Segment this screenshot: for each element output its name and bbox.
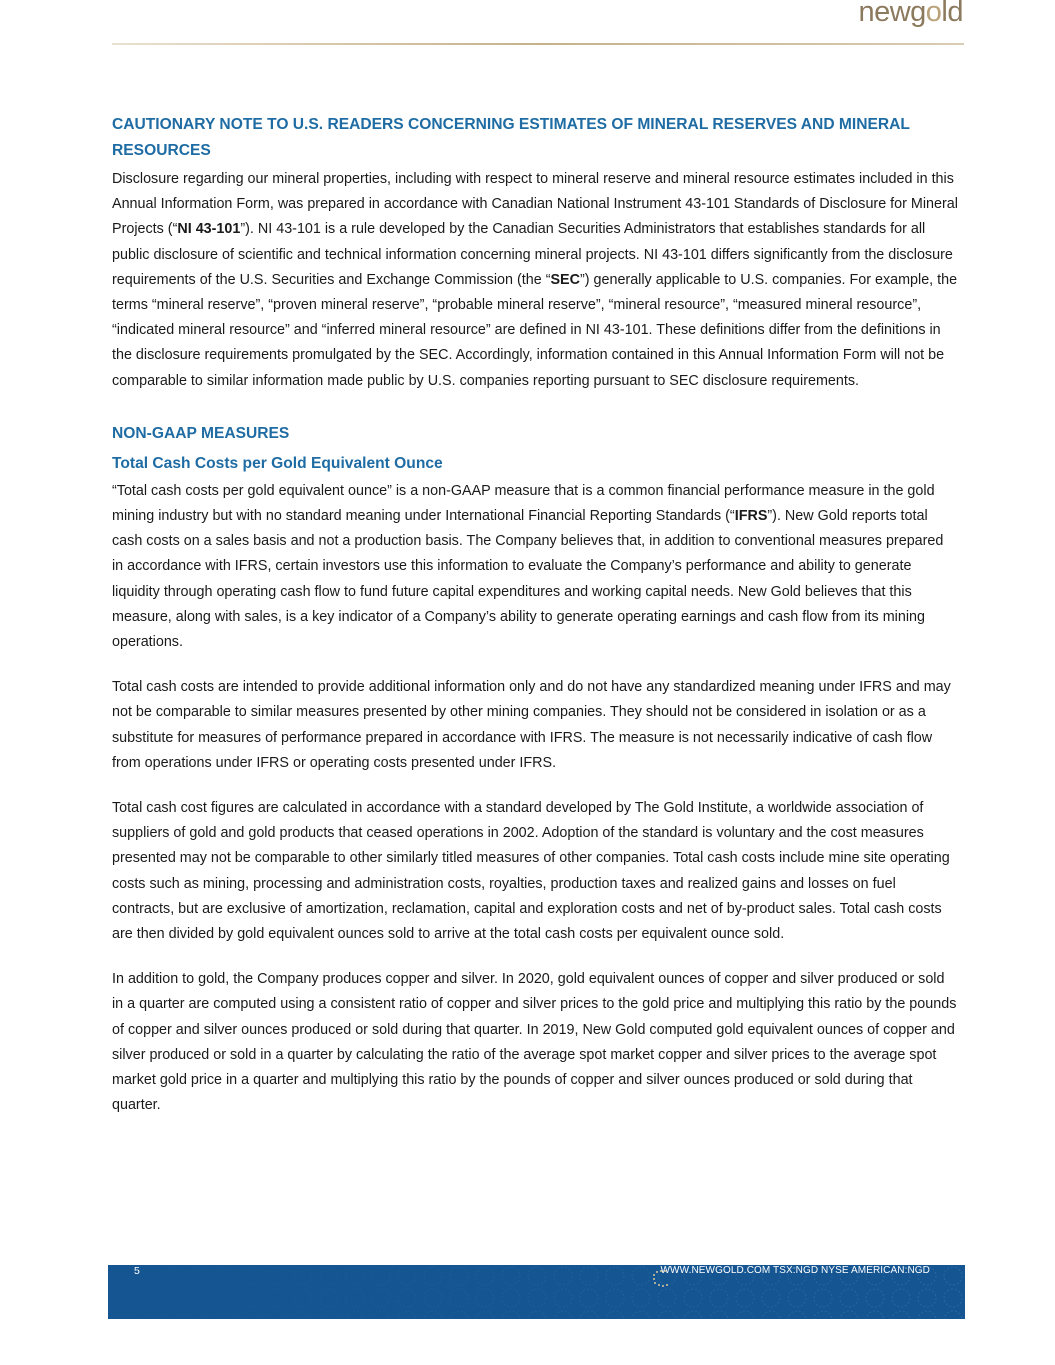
newgold-logo: [858, 0, 963, 29]
logo-text-g: g: [910, 0, 926, 28]
header-divider: [112, 43, 964, 45]
logo-text-new: new: [858, 0, 911, 28]
non-gaap-paragraph-4: In addition to gold, the Company produces copper and silver. In 2020, gold equivalent ounces of copper and silver produced or sold in a quarter are computed using a consistent ratio of copper and silver prices to the gold price and multiplying this ratio by the pounds of copper and silver ounces produced or sold during that quarter. In 2019, New Gold computed gold equivalent ounces of copper and silver produced or sold in a quarter by calculating the ratio of the average spot market copper and silver prices to the average spot market gold price in a quarter and multiplying this ratio by the pounds of copper and silver ounces produced or sold during that quarter.: [112, 971, 957, 1114]
logo-text-ld: ld: [941, 0, 963, 28]
non-gaap-heading: NON-GAAP MEASURES: [112, 424, 290, 442]
cautionary-note-paragraph: [112, 167, 958, 394]
bold-term-ifrs: IFRS: [734, 508, 768, 525]
footer-bar: [108, 1265, 965, 1319]
non-gaap-paragraph-3: Total cash cost figures are calculated in accordance with a standard developed by The Gold Institute, a worldwide association of suppliers of gold and gold products that ceased operations in 2002. Adoption of the standard is voluntary and the cost measures presented may not be comparable to other similarly titled measures of other companies. Total cash costs include mine site operating costs such as mining, processing and administration costs, royalties, production taxes and realized gains and losses on fuel contracts, but are exclusive of amortization, reclamation, capital and exploration costs and net of by-product sales. Total cash costs are then divided by gold equivalent ounces sold to arrive at the total cash costs per equivalent ounce sold.: [112, 800, 950, 943]
non-gaap-paragraph-2: Total cash costs are intended to provide additional information only and do not have any standardized meaning under IFRS and may not be comparable to similar measures presented by other mining companies. They should not be considered in isolation or as a substitute for measures of performance prepared in accordance with IFRS. The measure is not necessarily indicative of cash flow from operations under IFRS or operating costs presented under IFRS.: [112, 679, 951, 771]
logo-sun-o: o: [925, 0, 942, 28]
non-gaap-paragraph-1: [112, 479, 958, 655]
page-content: [112, 112, 958, 1119]
text-run: ”). New Gold reports total cash costs on a sales basis and not a production basis. The Company believes that, in addition to conventional measures prepared in accordance with IFRS, certain investors use this information to evaluate the Company’s performance and ability to generate liquidity through operating cash flow to fund future capital expenditures and working capital needs. New Gold believes that this measure, along with sales, is a key indicator of a Company’s ability to generate operating earnings and cash flow from its mining operations.: [112, 508, 944, 651]
footer-website-tickers[interactable]: WWW.NEWGOLD.COM TSX:NGD NYSE AMERICAN:NGD: [660, 1265, 930, 1276]
total-cash-costs-subheading: Total Cash Costs per Gold Equivalent Ounce: [112, 454, 443, 472]
text-run: “Total cash costs per gold equivalent ounce” is a non-GAAP measure that is a common financial performance measure in the gold mining industry but with no standard meaning under International Financial Reporting Standards (“: [112, 482, 935, 525]
text-run: ”) generally applicable to U.S. companies. For example, the terms “mineral reserve”, “proven mineral reserve”, “probable mineral reserve”, “mineral resource”, “measured mineral resource”, “indicated mineral resource” and “inferred mineral resource” are defined in NI 43-101. These definitions differ from the definitions in the disclosure requirements promulgated by the SEC. Accordingly, information contained in this Annual Information Form will not be comparable to similar information made public by U.S. companies reporting pursuant to SEC disclosure requirements.: [112, 271, 958, 389]
bold-term-ni43101: NI 43-101: [177, 221, 241, 238]
bold-term-sec: SEC: [550, 271, 580, 288]
text-run: ”). NI 43-101 is a rule developed by the Canadian Securities Administrators that establishes standards for all public disclosure of scientific and technical information concerning mineral projects. NI 43-101 differs significantly from the disclosure requirements of the U.S. Securities and Exchange Commission (the “: [112, 221, 953, 288]
page-number: 5: [134, 1265, 140, 1277]
text-run: Disclosure regarding our mineral properties, including with respect to mineral reserve and mineral resource estimates included in this Annual Information Form, was prepared in accordance with Canadian National Instrument 43-101 Standards of Disclosure for Mineral Projects (“: [112, 171, 958, 238]
cautionary-note-heading: CAUTIONARY NOTE TO U.S. READERS CONCERNING ESTIMATES OF MINERAL RESERVES AND MINERAL RESOURCES: [112, 116, 910, 159]
